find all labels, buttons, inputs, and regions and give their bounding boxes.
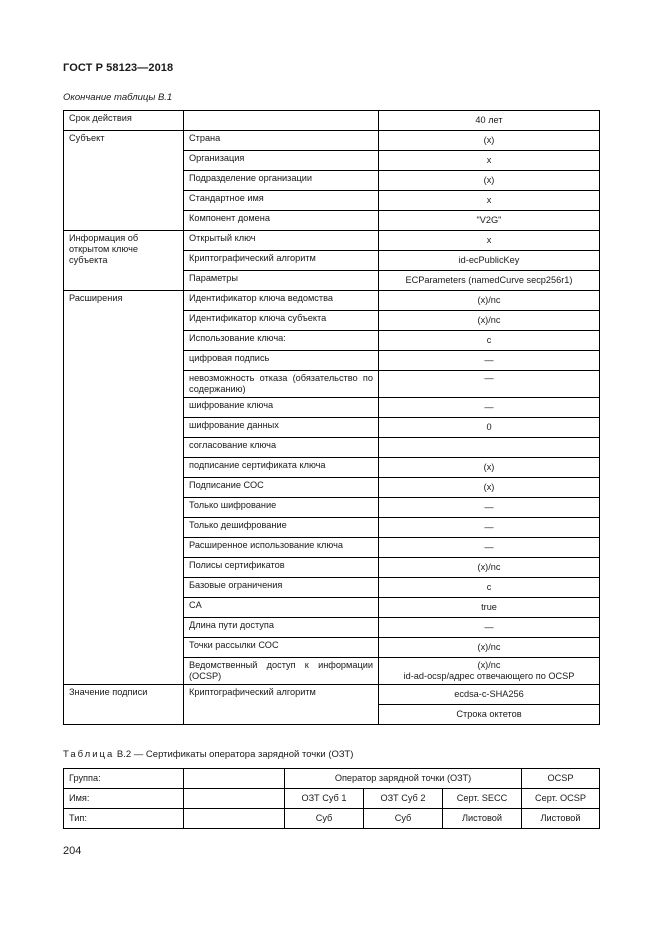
value-cell: (x)/nc — [379, 638, 600, 658]
param-cell: шифрование данных — [184, 418, 379, 438]
operator-header: Оператор зарядной точки (ОЗТ) — [285, 769, 522, 789]
table-row — [64, 789, 600, 809]
param-cell: CA — [184, 598, 379, 618]
value-cell: x — [379, 151, 600, 171]
param-cell: Идентификатор ключа субъекта — [184, 311, 379, 331]
value-cell — [379, 658, 600, 685]
blank-cell — [184, 789, 285, 809]
value-cell: (x)/nc — [379, 558, 600, 578]
value-cell: true — [379, 598, 600, 618]
param-cell: Точки рассылки СОС — [184, 638, 379, 658]
row-label: Группа: — [64, 769, 184, 789]
value-cell: (x)/nc — [379, 311, 600, 331]
table-cell: Листовой — [522, 809, 600, 829]
value-line: id-ad-ocsp/адрес отвечающего по OCSP — [403, 671, 575, 681]
table1-caption: Окончание таблицы В.1 — [63, 92, 173, 103]
table-cell: ОЗТ Суб 1 — [285, 789, 364, 809]
document-header: ГОСТ Р 58123—2018 — [63, 62, 174, 74]
group-cell: Значение подписи — [64, 685, 184, 725]
value-cell: — — [379, 518, 600, 538]
param-cell: Базовые ограничения — [184, 578, 379, 598]
table2-caption-text: В.2 — Сертификаты оператора зарядной точки (ОЗТ) — [114, 749, 354, 760]
table-cell: Серт. SECC — [443, 789, 522, 809]
table-row — [64, 111, 600, 131]
param-cell: Открытый ключ — [184, 231, 379, 251]
param-cell: Стандартное имя — [184, 191, 379, 211]
value-cell: — — [379, 538, 600, 558]
value-cell: (x) — [379, 131, 600, 151]
param-cell: Полисы сертификатов — [184, 558, 379, 578]
value-cell: id-ecPublicKey — [379, 251, 600, 271]
param-cell: подписание сертификата ключа — [184, 458, 379, 478]
param-cell: шифрование ключа — [184, 398, 379, 418]
param-cell — [184, 111, 379, 131]
value-line: (x)/nc — [477, 660, 501, 670]
param-cell: Страна — [184, 131, 379, 151]
blank-cell — [184, 769, 285, 789]
certificate-table — [63, 110, 600, 725]
value-cell: (x) — [379, 478, 600, 498]
value-cell: — — [379, 371, 600, 398]
value-cell — [379, 438, 600, 458]
value-cell: Строка октетов — [379, 705, 600, 725]
value-cell: ECParameters (namedCurve secp256r1) — [379, 271, 600, 291]
param-cell: Компонент домена — [184, 211, 379, 231]
table-row — [64, 131, 600, 151]
param-cell: Параметры — [184, 271, 379, 291]
value-cell: (x)/nc — [379, 291, 600, 311]
value-cell: 40 лет — [379, 111, 600, 131]
value-cell: (x) — [379, 171, 600, 191]
table-cell: Суб — [364, 809, 443, 829]
table-cell: Серт. OCSP — [522, 789, 600, 809]
param-cell: Использование ключа: — [184, 331, 379, 351]
table-cell: Суб — [285, 809, 364, 829]
group-cell: Субъект — [64, 131, 184, 231]
param-cell: цифровая подпись — [184, 351, 379, 371]
table-row — [64, 291, 600, 311]
param-cell: Только шифрование — [184, 498, 379, 518]
value-cell: 0 — [379, 418, 600, 438]
group-cell: Информация об открытом ключе субъекта — [64, 231, 184, 291]
param-cell: невозможность отказа (обязательство по содержанию) — [184, 371, 379, 398]
value-cell: ecdsa-c-SHA256 — [379, 685, 600, 705]
value-cell: — — [379, 398, 600, 418]
param-cell: Подразделение организации — [184, 171, 379, 191]
row-label: Имя: — [64, 789, 184, 809]
param-cell: Расширенное использование ключа — [184, 538, 379, 558]
param-cell: Только дешифрование — [184, 518, 379, 538]
blank-cell — [184, 809, 285, 829]
table-cell: Листовой — [443, 809, 522, 829]
value-cell: (x) — [379, 458, 600, 478]
param-cell: Подписание СОС — [184, 478, 379, 498]
value-cell: x — [379, 231, 600, 251]
cpo-certificates-table — [63, 768, 600, 829]
value-cell: "V2G" — [379, 211, 600, 231]
table2-caption-prefix: Таблица — [63, 749, 115, 760]
param-cell: Идентификатор ключа ведомства — [184, 291, 379, 311]
value-cell: x — [379, 191, 600, 211]
group-cell: Расширения — [64, 291, 184, 685]
table2-caption — [63, 749, 353, 760]
param-cell: Ведомственный доступ к информации (OCSP) — [184, 658, 379, 685]
param-cell: Организация — [184, 151, 379, 171]
value-cell: — — [379, 351, 600, 371]
value-cell: — — [379, 498, 600, 518]
value-cell: — — [379, 618, 600, 638]
row-label: Тип: — [64, 809, 184, 829]
param-cell: Криптографический алгоритм — [184, 685, 379, 725]
param-cell: Криптографический алгоритм — [184, 251, 379, 271]
table-row — [64, 685, 600, 705]
group-cell: Срок действия — [64, 111, 184, 131]
page-number: 204 — [63, 845, 82, 857]
value-cell: c — [379, 331, 600, 351]
param-cell: согласование ключа — [184, 438, 379, 458]
table-row — [64, 809, 600, 829]
value-cell: c — [379, 578, 600, 598]
table-cell: ОЗТ Суб 2 — [364, 789, 443, 809]
table-row — [64, 769, 600, 789]
table-row — [64, 231, 600, 251]
ocsp-header: OCSP — [522, 769, 600, 789]
param-cell: Длина пути доступа — [184, 618, 379, 638]
